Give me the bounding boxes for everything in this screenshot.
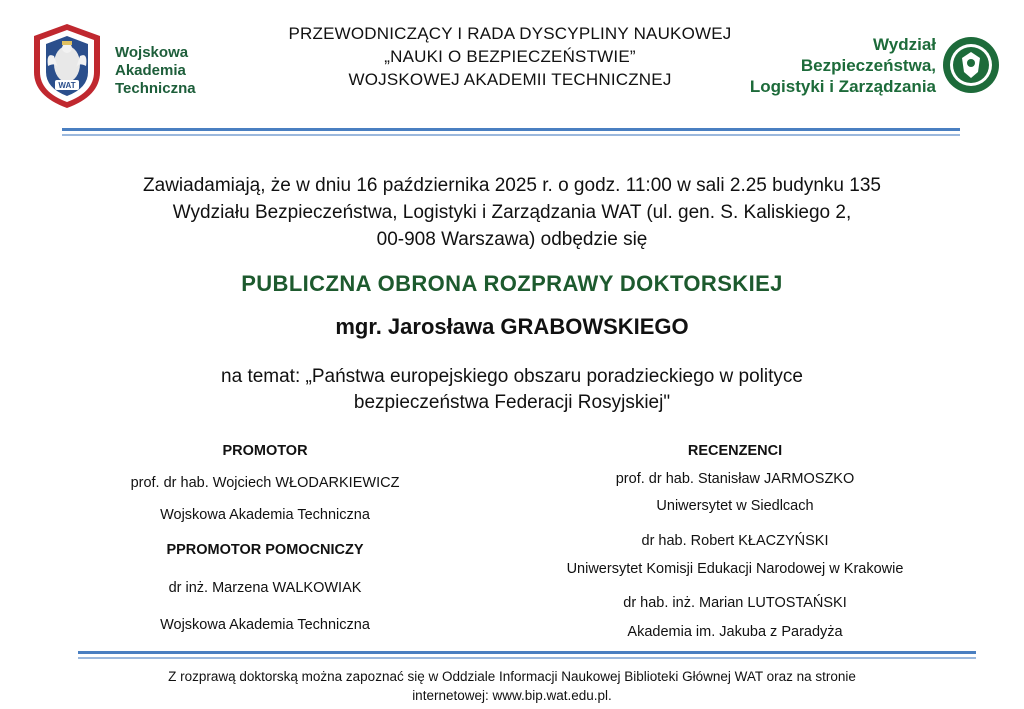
council-line: PRZEWODNICZĄCY I RADA DYSCYPLINY NAUKOWEJ xyxy=(288,24,732,43)
promotor-heading: PROMOTOR xyxy=(222,443,308,459)
council-title xyxy=(230,22,790,91)
reviewers-heading: RECENZENCI xyxy=(687,443,783,459)
university-name xyxy=(115,44,196,98)
university-name-line: Akademia xyxy=(115,62,186,79)
reviewer-affiliation: Akademia im. Jakuba z Paradyża xyxy=(627,624,843,640)
wat-logo xyxy=(28,22,106,110)
reviewer-name: dr hab. Robert KŁACZYŃSKI xyxy=(641,533,829,549)
assistant-promotor-heading: PPROMOTOR POMOCNICZY xyxy=(166,542,364,558)
council-line: WOJSKOWEJ AKADEMII TECHNICZNEJ xyxy=(348,70,672,89)
promotor-name: prof. dr hab. Wojciech WŁODARKIEWICZ xyxy=(130,475,400,491)
wat-logo-text: WAT xyxy=(58,81,76,90)
assistant-promotor-name: dr inż. Marzena WALKOWIAK xyxy=(168,580,362,596)
reviewer-affiliation: Uniwersytet Komisji Edukacji Narodowej w Krakowie xyxy=(566,561,904,577)
top-divider xyxy=(62,128,960,131)
promotor-affiliation: Wojskowa Akademia Techniczna xyxy=(160,507,370,523)
reviewer-name: prof. dr hab. Stanisław JARMOSZKO xyxy=(615,471,855,487)
faculty-line: Wydział xyxy=(873,35,936,54)
intro-line: Wydziału Bezpieczeństwa, Logistyki i Zarządzania WAT (ul. gen. S. Kaliskiego 2, xyxy=(172,202,852,223)
university-name-line: Techniczna xyxy=(115,80,196,97)
topic-line: na temat: „Państwa europejskiego obszaru poradzieckiego w polityce xyxy=(221,366,803,387)
footer-line: internetowej: www.bip.wat.edu.pl. xyxy=(412,688,612,703)
topic-line: bezpieczeństwa Federacji Rosyjskiej" xyxy=(353,392,671,413)
intro-line: 00-908 Warszawa) odbędzie się xyxy=(376,229,648,250)
footer-note xyxy=(60,667,964,705)
bottom-divider-thin xyxy=(78,657,976,659)
faculty-seal-icon xyxy=(942,36,1000,94)
council-line: „NAUKI O BEZPIECZEŃSTWIE” xyxy=(384,47,636,66)
bottom-divider xyxy=(78,651,976,654)
footer-line: Z rozprawą doktorską można zapoznać się w Oddziale Informacji Naukowej Biblioteki Głównej WAT oraz na stronie xyxy=(168,669,856,684)
university-name-line: Wojskowa xyxy=(115,44,189,61)
reviewer-affiliation: Uniwersytet w Siedlcach xyxy=(656,498,814,514)
faculty-name xyxy=(728,34,936,97)
faculty-line: Bezpieczeństwa, xyxy=(800,56,936,75)
intro-line: Zawiadamiają, że w dniu 16 października 2025 r. o godz. 11:00 w sali 2.25 budynku 135 xyxy=(143,175,881,196)
announcement-intro xyxy=(40,172,984,253)
reviewer-name: dr hab. inż. Marian LUTOSTAŃSKI xyxy=(623,595,847,611)
defense-headline: PUBLICZNA OBRONA ROZPRAWY DOKTORSKIEJ xyxy=(241,271,783,296)
assistant-promotor-affiliation: Wojskowa Akademia Techniczna xyxy=(160,617,370,633)
top-divider-thin xyxy=(62,134,960,136)
dissertation-topic xyxy=(80,364,944,416)
faculty-line: Logistyki i Zarządzania xyxy=(749,77,936,96)
candidate-name: mgr. Jarosława GRABOWSKIEGO xyxy=(335,314,689,339)
